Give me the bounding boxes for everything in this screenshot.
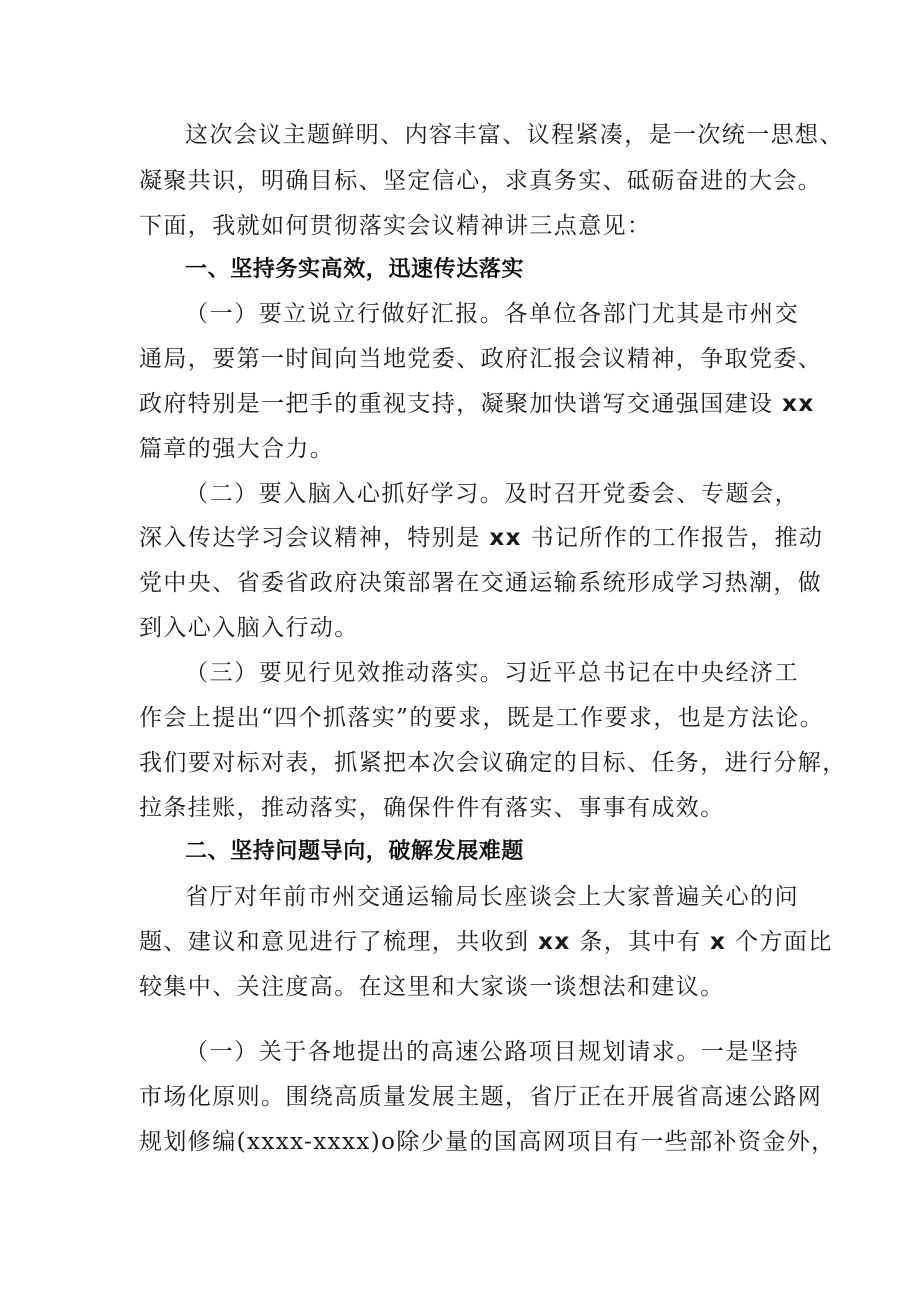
s2-p2-line-2: 市场化原则。围绕高质量发展主题，省厅正在开展省高速公路网	[139, 1084, 823, 1110]
s1-p3-line-3: 我们要对标对表，抓紧把本次会议确定的目标、任务，进行分解，	[139, 750, 847, 776]
intro-line-1: 这次会议主题鲜明、内容丰富、议程紧凑，是一次统一思想、	[185, 122, 844, 148]
intro-line-2: 凝聚共识，明确目标、坚定信心，求真务实、砥砺奋进的大会。	[139, 168, 823, 194]
s1-p1-line-2: 通局，要第一时间向当地党委、政府汇报会议精神，争取党委、	[139, 346, 823, 372]
s1-p3-line-2: 作会上提出“四个抓落实”的要求，既是工作要求，也是方法论。	[139, 705, 825, 731]
s2-p1-line-2-e: 个方面比	[735, 929, 833, 955]
s2-p2-line-1: （一）关于各地提出的高速公路项目规划请求。一是坚持	[185, 1039, 799, 1065]
s1-p2-line-2	[139, 524, 824, 552]
s2-p1-line-3: 较集中、关注度高。在这里和大家谈一谈想法和建议。	[139, 974, 725, 1000]
s1-p1-line-3	[139, 390, 815, 418]
s2-p2-line-3: 规划修编(xxxx-xxxx)o除少量的国高网项目有一些部补资金外，	[139, 1129, 836, 1155]
s2-p1-line-2-x: x	[710, 929, 727, 955]
intro-line-3: 下面，我就如何贯彻落实会议精神讲三点意见：	[139, 213, 652, 239]
section-2-heading: 二、坚持问题导向，破解发展难题	[185, 839, 525, 864]
s1-p2-line-2-xx: xx	[489, 525, 522, 551]
s1-p2-line-1: （二）要入脑入心抓好学习。及时召开党委会、专题会，	[185, 481, 799, 507]
s1-p1-line-4: 篇章的强大合力。	[139, 436, 335, 462]
s2-p1-line-2-c: 条，其中有	[579, 929, 702, 955]
section-1-heading: 一、坚持务实高效，迅速传达落实	[185, 257, 525, 282]
s1-p2-line-4: 到入心入脑入行动。	[139, 615, 359, 641]
s1-p1-line-1: （一）要立说立行做好汇报。各单位各部门尤其是市州交	[185, 301, 799, 327]
s1-p1-line-3-xx: xx	[782, 391, 815, 417]
s2-p1-line-2-xx: xx	[538, 929, 571, 955]
s1-p2-line-3: 党中央、省委省政府决策部署在交通运输系统形成学习热潮，做	[139, 570, 823, 596]
s1-p1-line-3-text: 政府特别是一把手的重视支持，凝聚加快谱写交通强国建设	[139, 391, 774, 417]
s1-p3-line-1: （三）要见行见效推动落实。习近平总书记在中央经济工	[185, 660, 799, 686]
s1-p2-line-2-a: 深入传达学习会议精神，特别是	[139, 525, 481, 551]
s2-p1-line-2	[139, 928, 833, 956]
s2-p1-line-1: 省厅对年前市州交通运输局长座谈会上大家普遍关心的问	[185, 884, 799, 910]
s2-p1-line-2-a: 题、建议和意见进行了梳理，共收到	[139, 929, 530, 955]
s1-p2-line-2-c: 书记所作的工作报告，推动	[530, 525, 824, 551]
s1-p3-line-4: 拉条挂账，推动落实，确保件件有落实、事事有成效。	[139, 795, 725, 821]
